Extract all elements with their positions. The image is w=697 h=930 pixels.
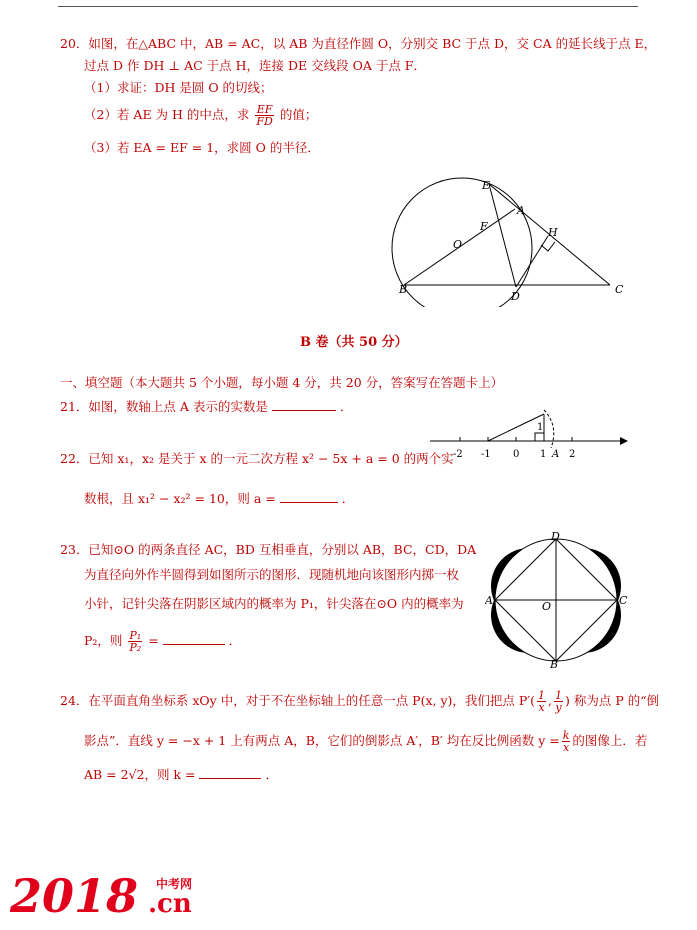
- site-logo: [10, 868, 210, 920]
- q21-tick-2: 2: [569, 449, 576, 460]
- q20-circle-figure: [390, 172, 640, 307]
- fig20-label-h: H: [548, 226, 558, 239]
- q23-line2: 为直径向外作半圆得到如图所示的图形．现随机地向该图形内掷一枚: [84, 567, 460, 582]
- q23-line1: 23．已知⊙O 的两条直径 AC，BD 互相垂直，分别以 AB，BC，CD，DA: [60, 542, 477, 557]
- fig20-label-d: D: [511, 290, 520, 303]
- fig20-label-b: B: [399, 283, 408, 296]
- q24-frac-x-num: 1: [538, 689, 546, 702]
- q24-frac-k: [562, 730, 571, 753]
- fig20-label-o: O: [453, 238, 463, 251]
- q24-frac-x: [537, 690, 546, 713]
- q24-line2: [84, 730, 647, 753]
- q23-end: ．: [228, 633, 242, 648]
- fig23-label-o: O: [542, 600, 552, 613]
- q20-line1: 20．如图，在△ABC 中，AB = AC，以 AB 为直径作圆 O，分别交 BC 于点 D，交 CA 的延长线于点 E，: [60, 36, 657, 51]
- q24-end: ．: [265, 767, 278, 782]
- q20-fraction: [255, 104, 273, 127]
- q24-frac-k-num: k: [562, 729, 570, 742]
- q22-line1: 22．已知 x₁，x₂ 是关于 x 的一元二次方程 x² − 5x + a = 0 的两个实: [60, 451, 454, 466]
- q20-frac-num: EF: [256, 103, 273, 116]
- q22-answer-blank: [280, 490, 338, 503]
- q21-question: 21．如图，数轴上点 A 表示的实数是: [60, 399, 268, 414]
- fig23-label-c: C: [619, 594, 628, 607]
- q21-tick-0: 0: [513, 449, 520, 460]
- q23-line4: [84, 630, 241, 653]
- q24-line3: [84, 766, 278, 783]
- part1-heading: 一、填空题（本大题共 5 个小题，每小题 4 分，共 20 分，答案写在答题卡上）: [60, 375, 504, 390]
- fig23-label-a: A: [485, 594, 493, 607]
- fig20-label-c: C: [615, 283, 624, 296]
- q20-part2: [84, 104, 317, 127]
- fig20-label-a: A: [517, 204, 525, 217]
- q23-fraction: [128, 630, 142, 653]
- q22-end: ．: [341, 491, 355, 506]
- fig20-label-f: F: [480, 220, 488, 233]
- q21-text: [60, 398, 352, 415]
- fig23-label-d: D: [551, 530, 560, 543]
- q20-frac-den: FD: [256, 115, 273, 128]
- q24-frac-y-den: y: [555, 701, 562, 714]
- q24-line1: 24．在平面直角坐标系 xOy 中，对于不在坐标轴上的任意一点 P(x, y)，我们把点 P′( $\frac{1}{x}$ , $\frac{1}{y}$ ) 称为点 P 的“倒: [60, 689, 660, 714]
- q21-one-label: 1: [537, 422, 544, 433]
- q21-label-a: A: [552, 449, 560, 460]
- logo-year: 2018: [10, 869, 139, 920]
- q20-part3: （3）若 EA = EF = 1，求圆 O 的半径．: [84, 140, 320, 155]
- q20-line2: 过点 D 作 DH ⊥ AC 于点 H，连接 DE 交线段 OA 于点 F．: [84, 58, 426, 73]
- q23-line3: 小针，记针尖落在阴影区域内的概率为 P₁，针尖落在⊙O 内的概率为: [84, 596, 464, 611]
- fig20-label-e: E: [482, 179, 491, 192]
- q20-part1: （1）求证：DH 是圆 O 的切线；: [84, 80, 273, 95]
- q23-shaded-figure: [485, 528, 630, 670]
- section-b-heading: B 卷（共 50 分）: [300, 335, 408, 350]
- q24-frac-y-num: 1: [555, 689, 562, 702]
- q24-line1-text: 24．在平面直角坐标系 xOy 中，对于不在坐标轴上的任意一点 P(x, y)，我们把点 P′(: [60, 693, 536, 708]
- q24-line2-text: 影点”．直线 y = −x + 1 上有两点 A，B，它们的倒影点 A′，B′ 均在反比例函数 y =: [84, 733, 560, 748]
- logo-tld: .cn: [148, 889, 192, 919]
- q21-end: ．: [339, 399, 353, 414]
- q24-answer-blank: [199, 766, 261, 779]
- q24-line1-end: ) 称为点 P 的“倒: [565, 693, 660, 708]
- q24-question: AB = 2√2，则 k =: [84, 767, 196, 782]
- fig23-label-b: B: [550, 658, 559, 670]
- q21-tick-m2: -2: [453, 449, 463, 460]
- q23-frac-den: P₂: [129, 641, 142, 654]
- q23-answer-blank: [163, 632, 225, 645]
- q21-number-line: [425, 408, 635, 463]
- top-rule: [58, 6, 638, 7]
- q22-question: 数根，且 x₁² − x₂² = 10，则 a =: [84, 491, 276, 506]
- q24-frac-k-den: x: [562, 741, 570, 754]
- q21-tick-1: 1: [540, 449, 547, 460]
- q22-line2: [84, 490, 354, 507]
- q24-line2-end: 的图像上．若: [572, 733, 648, 748]
- q21-answer-blank: [272, 398, 336, 411]
- logo-site-name: 中考网: [156, 877, 193, 891]
- q21-tick-m1: -1: [481, 449, 491, 460]
- q20-part2-text: （2）若 AE 为 H 的中点，求: [84, 107, 250, 122]
- q20-part2-end: 的值；: [279, 107, 318, 122]
- q24-frac-y: [554, 690, 563, 713]
- q23-frac-num: P₁: [129, 629, 142, 642]
- q23-line4-text: P₂，则: [84, 633, 123, 648]
- q23-equals: =: [148, 633, 159, 648]
- q24-frac-x-den: x: [538, 701, 545, 714]
